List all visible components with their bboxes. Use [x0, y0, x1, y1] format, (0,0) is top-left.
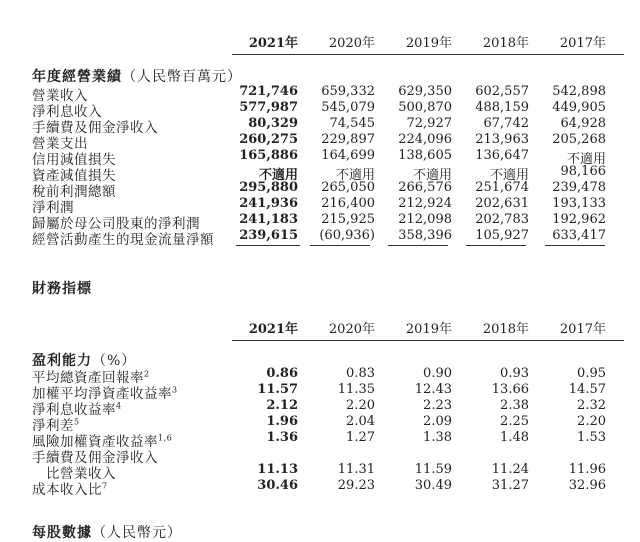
row-label: 比營業收入	[32, 466, 116, 482]
cell-value: 13.66	[491, 382, 529, 397]
cell-value: 224,096	[398, 132, 452, 147]
cell-value: 2.23	[423, 398, 452, 413]
cell-value: 251,674	[475, 180, 529, 195]
cell-value: 2.04	[346, 414, 375, 429]
row-label: 手續費及佣金淨收入	[32, 450, 158, 466]
total-underline	[310, 245, 370, 246]
table-row	[0, 478, 640, 498]
year-header-2	[0, 318, 640, 340]
section-title-per-share-data: 每股數據（人民幣元）	[32, 525, 182, 541]
year-2018: 2018年	[482, 36, 529, 51]
total-underline	[388, 245, 448, 246]
row-label: 歸屬於母公司股東的淨利潤	[32, 216, 200, 232]
footnote-marker: 5	[74, 417, 80, 427]
cell-value: 0.86	[266, 366, 298, 381]
row-label: 信用減值損失	[32, 152, 116, 168]
cell-value: 1.38	[423, 430, 452, 445]
table-row	[0, 398, 640, 418]
cell-value: 629,350	[398, 84, 452, 99]
header-rule-1	[232, 54, 624, 55]
cell-value: 11.96	[568, 462, 606, 477]
cell-value: 265,050	[321, 180, 375, 195]
cell-value: 545,079	[321, 100, 375, 115]
total-underline	[466, 245, 526, 246]
cell-value: 11.31	[337, 462, 375, 477]
table-row	[0, 462, 640, 482]
table-row	[0, 132, 640, 152]
total-underline	[236, 245, 300, 246]
cell-value: 30.46	[257, 478, 298, 493]
cell-value: 358,396	[398, 228, 452, 243]
cell-value: 32.96	[568, 478, 606, 493]
subsection-title-profitability: 盈利能力（%）	[32, 353, 137, 369]
table-row	[0, 84, 640, 104]
cell-value: 2.20	[577, 414, 606, 429]
footnote-marker: 1,6	[158, 433, 173, 443]
cell-value: 11.57	[257, 382, 298, 397]
cell-value: 136,647	[475, 148, 529, 163]
total-underline	[545, 245, 605, 246]
cell-value: 31.27	[491, 478, 529, 493]
cell-value: 241,183	[239, 212, 298, 227]
table-row	[0, 116, 640, 136]
section-title-operating-results: 年度經營業績（人民幣百萬元）	[32, 69, 242, 85]
cell-value: 295,880	[239, 180, 298, 195]
cell-value: 11.13	[257, 462, 298, 477]
cell-value: 138,605	[398, 148, 452, 163]
cell-value: 2.20	[346, 398, 375, 413]
cell-value: 2.32	[577, 398, 606, 413]
cell-value: 215,925	[321, 212, 375, 227]
row-label: 淨利差$^5$	[32, 417, 80, 434]
footnote-marker: 3	[172, 385, 178, 395]
cell-value: 202,783	[475, 212, 529, 227]
row-label: 經營活動產生的現金流量淨額	[32, 232, 214, 248]
year-2020: 2020年	[328, 36, 375, 51]
cell-value: 260,275	[239, 132, 298, 147]
table-row	[0, 228, 640, 248]
year-2017: 2017年	[559, 322, 606, 337]
cell-value: 12.43	[414, 382, 452, 397]
cell-value: 2.09	[423, 414, 452, 429]
cell-value: 229,897	[321, 132, 375, 147]
cell-value: 1.96	[266, 414, 298, 429]
cell-value: 205,268	[552, 132, 606, 147]
cell-value: 165,886	[239, 148, 298, 163]
year-2017: 2017年	[559, 36, 606, 51]
table-row	[0, 382, 640, 402]
cell-value: 1.48	[500, 430, 529, 445]
cell-value: 721,746	[239, 84, 298, 99]
cell-value: 67,742	[483, 116, 529, 131]
cell-value: 11.24	[491, 462, 529, 477]
cell-value: 2.38	[500, 398, 529, 413]
cell-value: 542,898	[552, 84, 606, 99]
table-row	[0, 148, 640, 168]
cell-value: 193,133	[552, 196, 606, 211]
cell-value: 241,936	[239, 196, 298, 211]
cell-value: 29.23	[337, 478, 375, 493]
year-2020: 2020年	[328, 322, 375, 337]
row-label: 營業收入	[32, 88, 88, 104]
cell-value: 192,962	[552, 212, 606, 227]
cell-value: 659,332	[321, 84, 375, 99]
cell-value: 239,615	[239, 228, 298, 243]
footnote-marker: 4	[116, 401, 122, 411]
cell-value: 488,159	[475, 100, 529, 115]
table-row	[0, 164, 640, 184]
cell-value: 0.93	[500, 366, 529, 381]
cell-value: 30.49	[414, 478, 452, 493]
row-label: 風險加權資產收益率$^{1,6}$	[32, 433, 173, 450]
table-row	[0, 212, 640, 232]
cell-value: 164,699	[321, 148, 375, 163]
table-row	[0, 446, 640, 466]
cell-value: 1.36	[266, 430, 298, 445]
year-header-1	[0, 32, 640, 54]
table-row	[0, 100, 640, 120]
cell-value: 11.59	[414, 462, 452, 477]
header-rule-2	[232, 340, 624, 341]
cell-value: 577,987	[239, 100, 298, 115]
cell-value: 0.95	[577, 366, 606, 381]
cell-value: 239,478	[552, 180, 606, 195]
cell-value: 500,870	[398, 100, 452, 115]
cell-value: 105,927	[475, 228, 529, 243]
cell-value: 1.53	[577, 430, 606, 445]
row-label: 加權平均淨資產收益率$^3$	[32, 385, 178, 402]
year-2019: 2019年	[405, 36, 452, 51]
cell-value: 216,400	[321, 196, 375, 211]
table-row	[0, 196, 640, 216]
cell-value: 72,927	[406, 116, 452, 131]
cell-value: 202,631	[475, 196, 529, 211]
cell-value: 449,905	[552, 100, 606, 115]
cell-value: 2.25	[500, 414, 529, 429]
cell-value: 64,928	[560, 116, 606, 131]
row-label: 淨利息收入	[32, 104, 102, 120]
cell-value: (60,936)	[319, 228, 375, 243]
cell-value: 0.83	[346, 366, 375, 381]
table-row	[0, 366, 640, 386]
cell-value: 74,545	[329, 116, 375, 131]
row-label: 淨利息收益率$^4$	[32, 401, 122, 418]
row-label: 平均總資產回報率$^2$	[32, 369, 150, 386]
cell-value: 633,417	[552, 228, 606, 243]
table-row	[0, 430, 640, 450]
cell-value: 14.57	[568, 382, 606, 397]
cell-value: 602,557	[475, 84, 529, 99]
cell-value: 1.27	[346, 430, 375, 445]
cell-value: 2.12	[266, 398, 298, 413]
row-label: 成本收入比$^7$	[32, 481, 108, 498]
footnote-marker: 7	[102, 481, 108, 491]
cell-value: 213,963	[475, 132, 529, 147]
row-label: 營業支出	[32, 136, 88, 152]
table-row	[0, 414, 640, 434]
footnote-marker: 2	[144, 369, 150, 379]
row-label: 手續費及佣金淨收入	[32, 120, 158, 136]
section-title-financial-indicators: 財務指標	[32, 281, 92, 297]
cell-value: 80,329	[248, 116, 298, 131]
table-row	[0, 180, 640, 200]
row-label: 稅前利潤總額	[32, 184, 116, 200]
cell-value: 不適用	[412, 168, 452, 183]
year-2019: 2019年	[405, 322, 452, 337]
cell-value: 不適用	[335, 168, 375, 183]
cell-value: 212,924	[398, 196, 452, 211]
cell-value: 不適用	[258, 168, 298, 183]
row-label: 資產減值損失	[32, 168, 116, 184]
cell-value: 不適用	[489, 168, 529, 183]
year-2018: 2018年	[482, 322, 529, 337]
year-2021: 2021年	[248, 322, 298, 337]
cell-value: 不適用	[566, 152, 606, 167]
cell-value: 98,166	[560, 164, 606, 179]
cell-value: 212,098	[398, 212, 452, 227]
cell-value: 266,576	[398, 180, 452, 195]
cell-value: 11.35	[337, 382, 375, 397]
year-2021: 2021年	[248, 36, 298, 51]
cell-value: 0.90	[423, 366, 452, 381]
row-label: 淨利潤	[32, 200, 74, 216]
